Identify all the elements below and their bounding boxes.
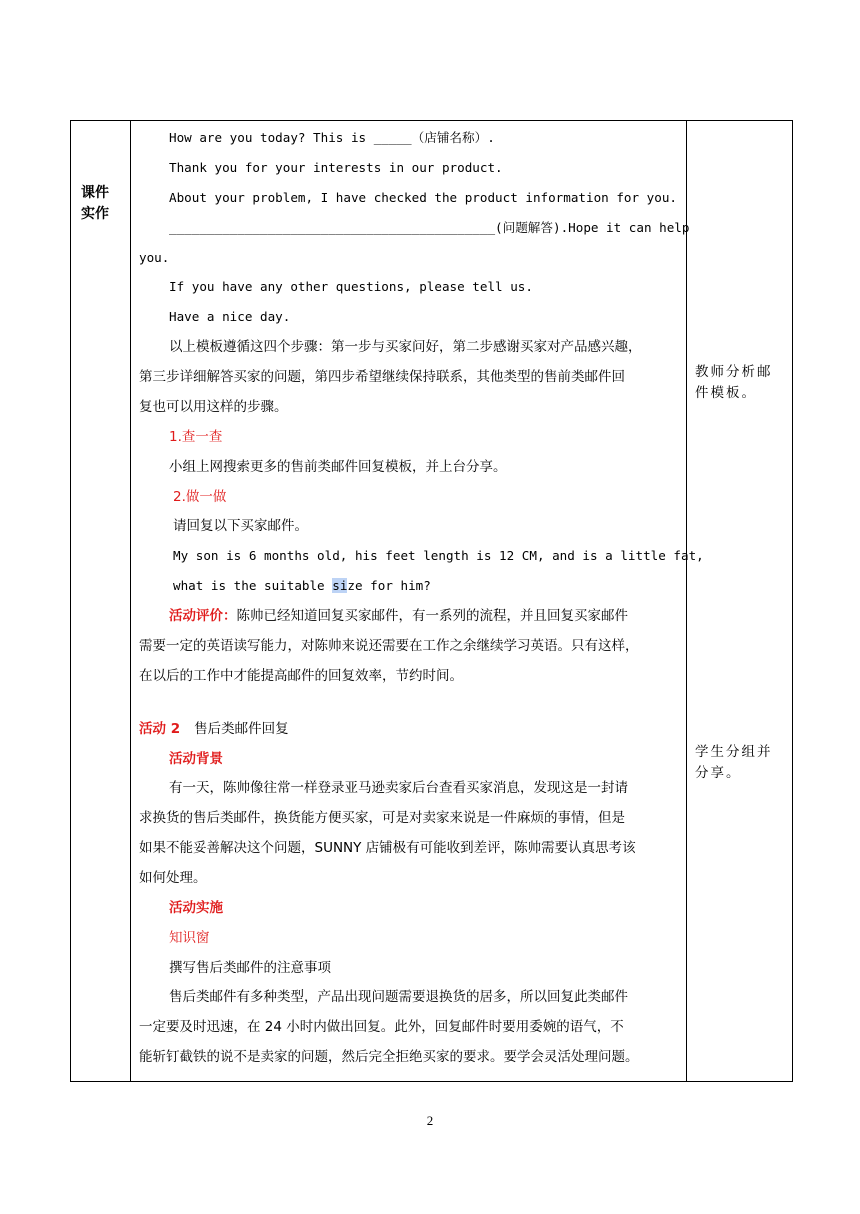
- evaluation-line-1: 活动评价：陈帅已经知道回复买家邮件，有一系列的流程，并且回复买家邮件: [169, 608, 628, 624]
- notes-cell: [687, 121, 793, 1082]
- background-heading: 活动背景: [169, 751, 223, 767]
- paragraph-steps-3: 复也可以用这样的步骤。: [139, 399, 288, 415]
- paragraph-reply: 请回复以下买家邮件。: [173, 518, 308, 534]
- email-line-2: what is the suitable size for him?: [173, 578, 431, 593]
- template-line-5: If you have any other questions, please tell us.: [169, 279, 533, 294]
- knowledge-line-3: 能斩钉截铁的说不是卖家的问题，然后完全拒绝买家的要求。要学会灵活处理问题。: [139, 1049, 639, 1065]
- evaluation-label: 活动评价：: [169, 608, 237, 624]
- knowledge-line-1: 售后类邮件有多种类型，产品出现问题需要退换货的居多，所以回复此类邮件: [169, 989, 628, 1005]
- template-line-2: Thank you for your interests in our product.: [169, 160, 503, 175]
- background-line-2: 求换货的售后类邮件，换货能方便买家，可是对卖家来说是一件麻烦的事情，但是: [139, 810, 625, 826]
- paragraph-steps-1: 以上模板遵循这四个步骤：第一步与买家问好，第二步感谢买家对产品感兴趣，: [169, 339, 642, 355]
- student-note: 学生分组并分享。: [695, 744, 773, 781]
- background-line-3: 如果不能妥善解决这个问题，SUNNY 店铺极有可能收到差评，陈帅需要认真思考该: [139, 840, 636, 856]
- section-label: 课件 实作: [81, 185, 109, 222]
- content-cell: [131, 121, 704, 1082]
- paragraph-search: 小组上网搜索更多的售前类邮件回复模板，并上台分享。: [169, 459, 507, 475]
- section-label-cell: [71, 121, 131, 1082]
- template-line-3: About your problem, I have checked the product information for you.: [169, 190, 677, 205]
- email-line-1: My son is 6 months old, his feet length is 12 CM, and is a little fat,: [173, 548, 704, 563]
- evaluation-line-2: 需要一定的英语读写能力，对陈帅来说还需要在工作之余继续学习英语。只有这样，: [139, 638, 639, 654]
- template-line-1: How are you today? This is _____（店铺名称）.: [169, 130, 495, 145]
- activity-2-heading: 活动 2 售后类邮件回复: [139, 721, 289, 737]
- template-line-4-cont: you.: [139, 250, 170, 265]
- implementation-heading: 活动实施: [169, 900, 223, 916]
- lesson-table: [70, 120, 793, 1082]
- text-highlight: si: [332, 578, 348, 593]
- paragraph-steps-2: 第三步详细解答买家的问题，第四步希望继续保持联系，其他类型的售前类邮件回: [139, 369, 625, 385]
- template-line-4: ___________________________________________(问题解答).Hope it can help: [169, 220, 690, 235]
- evaluation-line-3: 在以后的工作中才能提高邮件的回复效率，节约时间。: [139, 668, 463, 684]
- page-number: 2: [426, 1113, 434, 1128]
- heading-check: 1.查一查: [169, 429, 223, 445]
- template-line-6: Have a nice day.: [169, 309, 291, 324]
- knowledge-title: 撰写售后类邮件的注意事项: [169, 960, 331, 976]
- knowledge-window-heading: 知识窗: [169, 930, 210, 946]
- teacher-note: 教师分析邮件模板。: [695, 364, 773, 401]
- background-line-1: 有一天，陈帅像往常一样登录亚马逊卖家后台查看买家消息，发现这是一封请: [169, 780, 628, 796]
- knowledge-line-2: 一定要及时迅速，在 24 小时内做出回复。此外，回复邮件时要用委婉的语气，不: [139, 1019, 624, 1035]
- activity-2-label: 活动 2: [139, 721, 181, 737]
- background-line-4: 如何处理。: [139, 870, 207, 886]
- heading-do: 2.做一做: [173, 489, 227, 505]
